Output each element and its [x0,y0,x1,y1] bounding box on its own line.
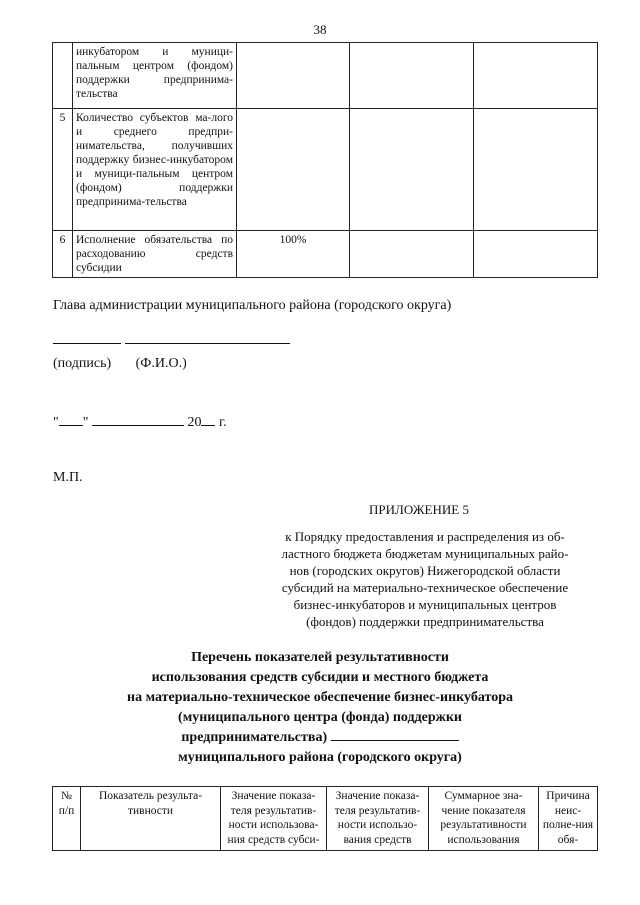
indicator-cell: Количество субъектов ма-лого и среднего предпри-нимательства, получивших поддержку бизнес-инкубатором и муници-пальным центром (фондом) поддержки предпринима-тельства [73,109,237,231]
appendix-line: субсидий на материально-техническое обеспечение [281,580,569,595]
appendix-label: ПРИЛОЖЕНИЕ 5 [369,502,469,517]
page-number: 38 [313,22,327,37]
table-header-row [53,787,598,851]
table-row [53,43,598,109]
empty-cell [474,109,598,231]
date-quote-close: " [82,415,89,430]
value-cell: 100% [237,231,350,278]
table-row [53,231,598,278]
header-cell-reason: Причина неис-полне-ния обя- [539,787,598,851]
date-year: 20 [187,415,202,430]
appendix-subtitle [255,528,595,630]
title-line: Перечень показателей результативности [191,650,449,665]
name-blank [125,342,290,344]
indicators-table-continued [52,42,598,278]
header-cell-value-subsidy: Значение показа-теля результатив-ности использова-ния средств субси- [221,787,327,851]
title-line: на материально-техническое обеспечение бизнес-инкубатора [127,690,513,705]
appendix-line: нов (городских округов) Нижегородской области [289,563,561,578]
results-table [52,786,598,851]
header-cell-total: Суммарное зна-чение показателя результативности использования [429,787,539,851]
title-line: использования средств субсидии и местного бюджета [151,670,489,685]
row-number [53,43,73,109]
municipality-blank [331,728,459,741]
value-cell [237,109,350,231]
document-title [60,648,580,768]
stamp-label: М.П. [53,470,83,485]
indicator-cell: Исполнение обязательства по расходованию средств субсидии [73,231,237,278]
indicator-cell: инкубатором и муници-пальным центром (фондом) поддержки предпринима-тельства [73,43,237,109]
value-cell [237,43,350,109]
appendix-line: (фондов) поддержки предпринимательства [306,614,544,629]
signature-labels: (подпись) (Ф.И.О.) [53,356,187,371]
empty-cell [350,231,474,278]
empty-cell [350,43,474,109]
appendix-line: к Порядку предоставления и распределения из об- [285,529,565,544]
year-blank [201,413,215,426]
empty-cell [350,109,474,231]
title-line-with-blank [60,728,580,748]
appendix-line: бизнес-инкубаторов и муниципальных центров [293,597,557,612]
header-cell-indicator: Показатель результа-тивности [81,787,221,851]
row-number: 6 [53,231,73,278]
date-suffix: г. [218,415,227,430]
appendix-line: ластного бюджета бюджетам муниципальных райо- [281,546,569,561]
empty-cell [474,43,598,109]
row-number: 5 [53,109,73,231]
signature-blank [53,342,121,344]
date-line [53,413,227,431]
date-quote-open: " [53,415,59,430]
month-blank [92,413,184,426]
header-cell-number: № п/п [53,787,81,851]
title-line: муниципального района (городского округа) [178,750,462,765]
table-row [53,109,598,231]
title-line: предпринимательства) [181,730,328,745]
day-blank [59,413,83,426]
title-line: (муниципального центра (фонда) поддержки [178,710,462,725]
empty-cell [474,231,598,278]
header-cell-value-local: Значение показа-теля результатив-ности использо-вания средств [327,787,429,851]
head-title: Глава администрации муниципального района (городского округа) [53,298,452,313]
